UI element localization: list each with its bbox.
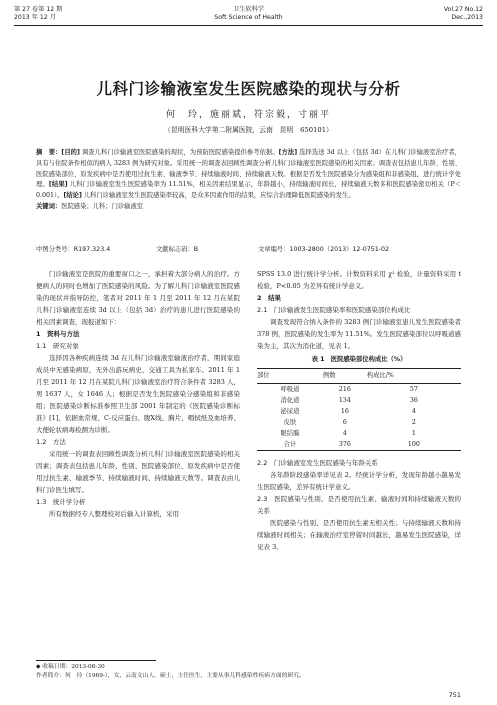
table-row bbox=[257, 439, 461, 451]
header-rule bbox=[14, 25, 483, 26]
article-number: 文章编号：1003-2800（2013）12-0751-02 bbox=[258, 246, 390, 253]
table-row bbox=[257, 417, 461, 428]
affiliation: （昆明医科大学第二附属医院，云南 昆明 650101） bbox=[164, 126, 333, 134]
table-cell: 合计 bbox=[257, 439, 323, 451]
footnote-rule bbox=[36, 660, 156, 661]
intro-paragraph: 门诊输液室是医院的重要窗口之一，承担着大部分病人的治疗。方便病人的同时也增加了医院感染的风险。为了解儿科门诊输液室医院感染的现状并指导防控，笔者对 2011 年 1 月至 2011 年 12 月在某院儿科门诊输液室连续 3d 以上（包括 3d）治疗的患儿进行医院感染的相关因素调查，现报道如下： bbox=[36, 270, 240, 326]
stats-continued: SPSS 13.0 进行统计学分析。计数资料采用 χ² 检验，计量资料采用 t 检验，P<0.05 为差异有统计学意义。 bbox=[257, 270, 461, 290]
section-1-heading: 1 资料与方法 bbox=[36, 330, 80, 338]
section-1-1-text: 选择因各种疾病连续 3d 在儿科门诊输液室输液治疗者，期间家庭成员中无感染病原，无外出游玩病史，交通工具为私家车。2011 年 1 月至 2011 年 12 月在某院儿科门诊输液室治疗符合条件者 3283 人，男 1637 人，女 1646 人；根据是否发生医院感染分感染组和非感染组；医院感染诊断标准参照卫生部 2001 年制定的《医院感染诊断标准》[1]，依据血常规、C-反应蛋白、腹X线、胸片、咽拭纸及血培养、大便轮状病毒检测为诊断。 bbox=[36, 354, 240, 434]
section-1-3-heading: 1.3 统计学分析 bbox=[36, 498, 86, 506]
table-cell: 1 bbox=[411, 430, 416, 437]
table-cell: 消化道 bbox=[280, 397, 300, 404]
table-row bbox=[257, 428, 461, 439]
abstract-conclusion: 儿科门诊输液室发生医院感染率较高，是众多因素作用的结果，应综合治理降低医院感染的发生。 bbox=[81, 192, 355, 200]
classification-line bbox=[36, 244, 461, 254]
table-cell: 16 bbox=[340, 408, 349, 415]
table-cell: 376 bbox=[323, 439, 367, 451]
table-cell: 4 bbox=[342, 430, 347, 437]
document-code: 文献标志码：B bbox=[156, 246, 199, 253]
section-1-2-text: 采用统一的调查表回顾性调查分析儿科门诊输液室医院感染的相关因素；调查表包括患儿年龄、性别、医院感染部位、原发疾病中是否使用过抗生素、输液季节、持续输液时间、持续输液天数等。调查表由儿科门诊医生填写。 bbox=[36, 450, 240, 494]
keywords: 医院感染；儿科；门诊输液室 bbox=[61, 202, 144, 210]
table-row bbox=[257, 384, 461, 396]
right-column bbox=[257, 268, 461, 553]
abstract-label: 摘 要： bbox=[36, 149, 62, 156]
section-2-1-text: 调查发现符合纳入条件的 3283 例门诊输液室患儿发生医院感染者 378 例，医院感染的发生率为 11.51%。发生医院感染部位以呼吸道感染为主，其次为消化道，见表 1。 bbox=[257, 318, 461, 350]
volume-en: Vol.27 No.12 bbox=[443, 6, 483, 13]
section-1-1-heading: 1.1 研究对象 bbox=[36, 342, 79, 350]
table-header: 例数 bbox=[323, 369, 367, 384]
table-header-row bbox=[257, 369, 461, 384]
table-cell: 6 bbox=[342, 419, 347, 426]
table-cell: 眼结膜 bbox=[280, 430, 300, 437]
table-cell: 泌尿道 bbox=[280, 408, 300, 415]
date-cn: 2013 年 12 月 bbox=[14, 14, 56, 21]
table-header: 部位 bbox=[257, 369, 323, 384]
table-cell: 2 bbox=[411, 419, 416, 426]
table-cell: 皮肤 bbox=[283, 419, 297, 426]
section-1-3-text: 所有数据经专人整理校对后输入计算机，采用 bbox=[49, 510, 179, 518]
abstract bbox=[36, 148, 461, 213]
page-number: 751 bbox=[448, 691, 461, 699]
table-header: 构成比/% bbox=[367, 369, 461, 384]
header-right bbox=[444, 6, 483, 22]
table-1-caption: 表 1 医院感染部位构成比（%） bbox=[311, 356, 407, 363]
author-list: 何 玲，施丽斌，符宗毅，寸丽平 bbox=[165, 110, 331, 120]
footnote bbox=[36, 660, 461, 681]
table-cell: 100 bbox=[367, 439, 461, 451]
page-header bbox=[14, 6, 483, 28]
table-cell: 4 bbox=[411, 408, 416, 415]
table-row bbox=[257, 395, 461, 406]
section-2-2-heading: 2.2 门诊输液室发生医院感染与年龄关系 bbox=[257, 459, 378, 467]
table-row bbox=[257, 406, 461, 417]
table-cell: 57 bbox=[409, 386, 418, 393]
author-bio: 作者简介：何 玲（1969-），女，云南文山人，硕士，主任医生，主要从事儿科感染性疾病方面的研究。 bbox=[36, 673, 305, 679]
keywords-label: 关键词： bbox=[36, 202, 62, 210]
section-2-heading: 2 结果 bbox=[257, 294, 282, 302]
journal-name-en: Soft Science of Health bbox=[214, 14, 283, 21]
abstract-method-tag: [方法] bbox=[278, 149, 298, 156]
table-1 bbox=[257, 354, 461, 451]
section-2-3-text: 医院感染与性别、是否使用抗生素无相关性；与持续输液天数和持续输液时间相关；在输液治疗室停留时间越长，越易发生医院感染，详见表 3。 bbox=[257, 519, 461, 551]
section-2-3-heading: 2.3 医院感染与性别、是否使用抗生素、输液时间和持续输液天数的关系 bbox=[257, 495, 461, 515]
received-date: ◆ 收稿日期：2013-08-30 bbox=[36, 664, 105, 670]
table-cell: 36 bbox=[409, 397, 418, 404]
section-2-2-text: 各年龄阶段感染率详见表 2。经统计学分析，发现年龄越小越易发生医院感染，差异有统计学意义。 bbox=[257, 471, 461, 491]
article-title: 儿科门诊输液室发生医院感染的现状与分析 bbox=[96, 80, 401, 98]
section-2-1-heading: 2.1 门诊输液发生医院感染率和医院感染部位构成比 bbox=[257, 306, 411, 314]
date-en: Dec.,2013 bbox=[451, 14, 483, 21]
header-center bbox=[14, 6, 483, 22]
section-1-2-heading: 1.2 方法 bbox=[36, 438, 66, 446]
abstract-objective-tag: [目的] bbox=[61, 149, 80, 156]
volume-cn: 第 27 卷第 12 期 bbox=[14, 6, 63, 13]
table-cell: 呼吸道 bbox=[280, 386, 300, 393]
abstract-result: 儿科门诊输液室发生医院感染率为 11.51%，相关因素结果显示，年龄越小，持续输液时间长，持续输液天数多和医院感染密切相关（P＜0.001）。 bbox=[36, 181, 462, 200]
table-cell: 216 bbox=[338, 386, 351, 393]
journal-name-cn: 卫生软科学 bbox=[233, 6, 264, 13]
table-cell: 134 bbox=[338, 397, 351, 404]
clc-number: 中图分类号：R197.323.4 bbox=[36, 246, 111, 253]
abstract-result-tag: [结果] bbox=[48, 181, 68, 189]
abstract-objective: 调查儿科门诊输液室医院感染的现状，为预防医院感染提供参考依据。 bbox=[79, 149, 279, 156]
abstract-conclusion-tag: [结论] bbox=[63, 192, 82, 200]
abstract-method: 选择选送 3d 以上（包括 3d）在儿科门诊输液室治疗者，具有与住院条件相似的病人 3283 例为研究对象。采用统一的调查表回顾性调查分析儿科门诊输液室医院感染的相关因素；调查表包括患儿年龄、性别、医院感染部位、原发疾病中是否使用过抗生素、输液季节、持续输液时间、持续输液天数。根据是否发生医院感染分为感染组和非感染组，进行统计学处理。 bbox=[36, 149, 461, 189]
left-column bbox=[36, 268, 240, 520]
